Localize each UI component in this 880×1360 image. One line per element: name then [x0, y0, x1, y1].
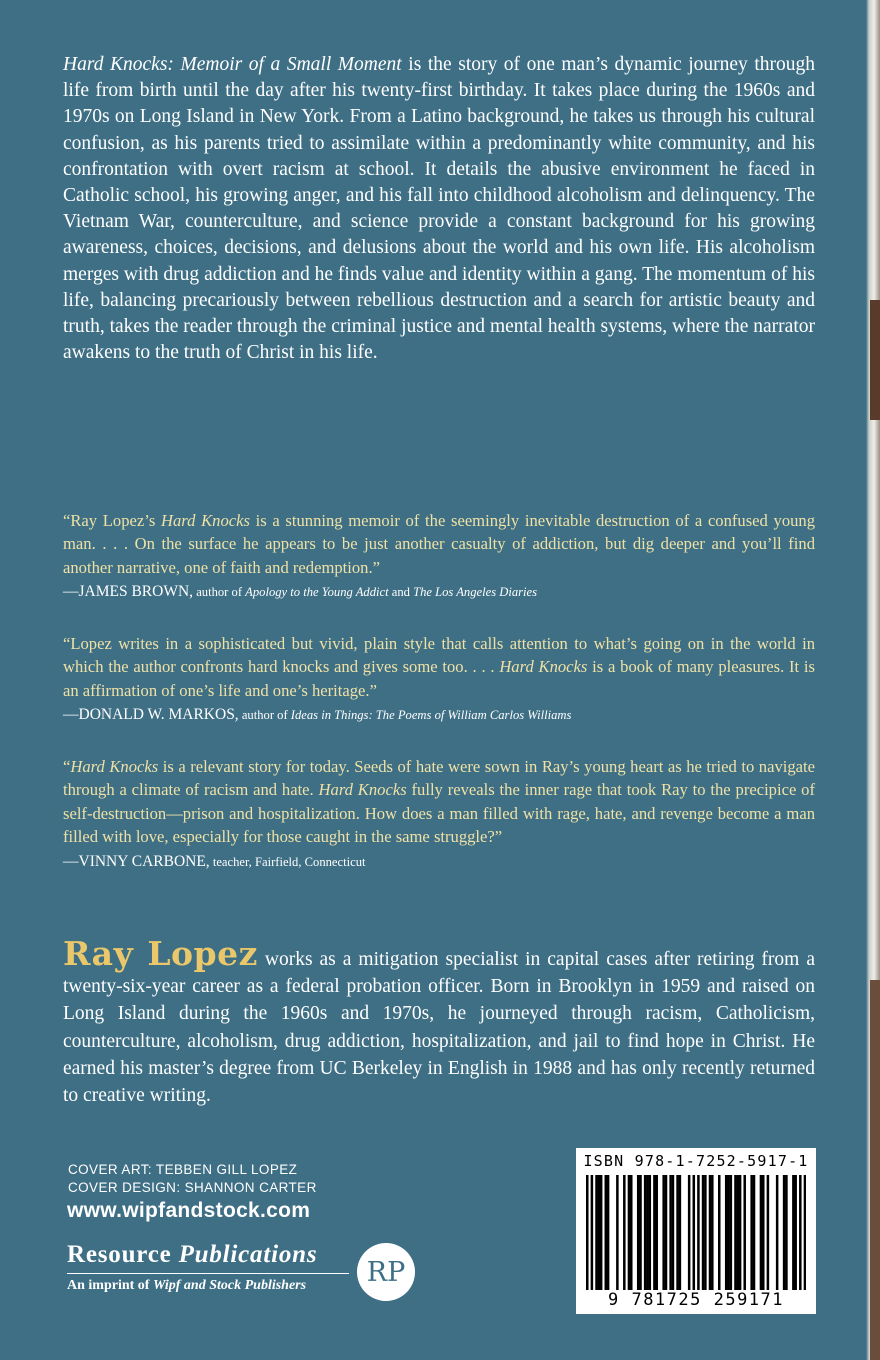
- quote-attribution: [63, 706, 571, 723]
- barcode-bar: [792, 1175, 795, 1290]
- barcode-bar: [799, 1175, 802, 1290]
- publisher-name: [67, 1241, 349, 1269]
- author-bio-text: works as a mitigation specialist in capital cases after retiring from a twenty-six-year career as a federal probation officer. Born in Brooklyn in 1959 and raised on Long Island during the 1960s and 1970s, he journeyed through racism, Catholicism, counterculture, alcoholism, drug addiction, hospitalization, and jail to find hope in Christ. He earned his master’s degree from UC Berkeley in English in 1988 and has only recently returned to creative writing.: [63, 949, 815, 1107]
- quote-text: “: [63, 757, 71, 776]
- book-blurb: [63, 52, 815, 366]
- publisher-name-italic: Publications: [178, 1241, 318, 1268]
- barcode-bar: [591, 1175, 594, 1290]
- barcode-bar: [794, 1175, 797, 1290]
- isbn-barcode: [576, 1148, 816, 1314]
- barcode-bar: [725, 1175, 728, 1290]
- publisher-name-plain: Resource: [67, 1241, 179, 1268]
- barcode-bar: [737, 1175, 740, 1290]
- barcode-bar: [646, 1175, 649, 1290]
- quote-text: “Ray Lopez’s: [63, 511, 161, 530]
- endorser-work: Ideas in Things: The Poems of William Carlos Williams: [290, 708, 572, 723]
- rp-logo: RP: [357, 1243, 415, 1301]
- endorsement-quote: [63, 632, 815, 728]
- barcode-bar: [693, 1175, 696, 1290]
- barcode-bars: [586, 1175, 806, 1290]
- barcode-bar: [727, 1175, 730, 1290]
- barcode-bar: [776, 1175, 779, 1290]
- barcode-bar: [662, 1175, 665, 1290]
- quote-book-title: Hard Knocks: [318, 780, 407, 800]
- publisher-imprint-line: [67, 1278, 349, 1294]
- barcode-bar: [704, 1175, 707, 1290]
- endorser-work: Apology to the Young Addict: [245, 585, 389, 600]
- quote-text: is a relevant story for today. Seeds of hate were sown in Ray’s young heart as he tried to navigate through a climate of racism and hate.: [63, 757, 815, 800]
- quote-book-title: Hard Knocks: [70, 757, 159, 776]
- barcode-bar: [639, 1175, 642, 1290]
- barcode-bar: [669, 1175, 672, 1290]
- barcode-bar: [697, 1175, 700, 1290]
- barcode-bar: [767, 1175, 770, 1290]
- spine-edge-shadow: [870, 300, 880, 420]
- endorser-role: author of: [238, 708, 291, 723]
- barcode-bar: [804, 1175, 806, 1290]
- quote-text: is a book of many pleasures. It is an affirmation of one’s life and one’s heritage.”: [63, 657, 816, 700]
- barcode-bar: [672, 1175, 675, 1290]
- barcode-bar: [665, 1175, 668, 1290]
- barcode-bar: [750, 1175, 753, 1290]
- barcode-bar: [623, 1175, 626, 1290]
- barcode-bar: [586, 1175, 589, 1290]
- quote-book-title: Hard Knocks: [499, 657, 588, 677]
- barcode-bar: [702, 1175, 705, 1290]
- barcode-bar: [718, 1175, 721, 1290]
- endorser-role: teacher, Fairfield, Connecticut: [209, 854, 366, 869]
- barcode-bar: [595, 1175, 598, 1290]
- author-bio: [63, 934, 815, 1109]
- barcode-bar: [785, 1175, 788, 1290]
- barcode-bar: [637, 1175, 640, 1290]
- endorser-role: author of: [193, 585, 246, 600]
- cover-design-credit: COVER DESIGN: SHANNON CARTER: [68, 1180, 317, 1195]
- quote-book-title: Hard Knocks: [160, 511, 250, 530]
- quote-text: “Lopez writes in a sophisticated but vivid, plain style that calls attention to what’s going on in the world in which the author confronts hard knocks and gives some too. . . .: [63, 634, 815, 677]
- barcode-bar: [598, 1175, 601, 1290]
- barcode-bar: [628, 1175, 631, 1290]
- barcode-bar: [644, 1175, 647, 1290]
- spine-edge-shadow: [870, 980, 880, 1360]
- imprint-publisher: Wipf and Stock Publishers: [152, 1278, 307, 1293]
- barcode-bar: [760, 1175, 763, 1290]
- barcode-bar: [762, 1175, 765, 1290]
- endorser-work: The Los Angeles Diaries: [413, 585, 538, 600]
- barcode-bar: [605, 1175, 608, 1290]
- publisher-imprint: [67, 1241, 349, 1294]
- cover-credits: [68, 1161, 317, 1197]
- publisher-divider: [67, 1273, 349, 1274]
- quote-text: fully reveals the inner rage that took Ray to the precipice of self-destruction—prison and hospitalization. How does a man filled with rage, hate, and revenge become a man filled with love, especially for those caught in the same struggle?”: [63, 780, 815, 847]
- barcode-bar: [753, 1175, 756, 1290]
- endorser-role: and: [388, 585, 414, 600]
- author-name: Ray Lopez: [63, 934, 258, 973]
- barcode-bar: [709, 1175, 712, 1290]
- barcode-bar: [730, 1175, 733, 1290]
- endorsement-quote: [63, 509, 815, 605]
- endorser-name: —VINNY CARBONE,: [63, 852, 210, 870]
- endorser-name: —JAMES BROWN,: [63, 583, 194, 601]
- barcode-bar: [616, 1175, 619, 1290]
- barcode-digits: 9 781725 259171: [607, 1290, 785, 1310]
- barcode-bar: [607, 1175, 610, 1290]
- barcode-bar: [688, 1175, 691, 1290]
- publisher-website: www.wipfandstock.com: [67, 1199, 311, 1222]
- blurb-text: is the story of one man’s dynamic journey through life from birth until the day after his twenty-first birthday. It takes place during the 1960s and 1970s on Long Island in New York. From a Latino background, he takes us through his cultural confusion, as his parents tried to assimilate within a predominantly white community, and his confrontation with overt racism at school. It details the abusive environment he faced in Catholic school, his growing anger, and his fall into childhood alcoholism and delinquency. The Vietnam War, counterculture, and science provide a constant background for his growing awareness, choices, decisions, and delusions about the world and his own life. His alcoholism merges with drug addiction and he finds value and identity within a gang. The momentum of his life, balancing precariously between rebellious destruction and a search for artistic beauty and truth, takes the reader through the criminal justice and mental health systems, where the narrator awakens to the truth of Christ in his life.: [63, 54, 815, 364]
- quote-text: is a stunning memoir of the seemingly inevitable destruction of a confused young man. . . . On the surface he appears to be just another casualty of addiction, but dig deeper and you’ll find another narrative, one of faith and redemption.”: [63, 511, 816, 577]
- blurb-book-title: Hard Knocks: Memoir of a Small Moment: [63, 54, 402, 75]
- barcode-bar: [734, 1175, 737, 1290]
- isbn-label: ISBN 978-1-7252-5917-1: [583, 1152, 809, 1170]
- barcode-bar: [630, 1175, 633, 1290]
- endorser-name: —DONALD W. MARKOS,: [63, 706, 239, 724]
- barcode-bar: [655, 1175, 658, 1290]
- imprint-text: An imprint of: [67, 1278, 153, 1293]
- barcode-bar: [743, 1175, 746, 1290]
- barcode-bar: [739, 1175, 742, 1290]
- quote-attribution: [63, 853, 366, 870]
- cover-art-credit: COVER ART: TEBBEN GILL LOPEZ: [68, 1162, 298, 1177]
- barcode-bar: [783, 1175, 786, 1290]
- barcode-bar: [649, 1175, 652, 1290]
- endorsement-quote: [63, 755, 815, 874]
- quote-attribution: [63, 583, 537, 600]
- barcode-bar: [600, 1175, 603, 1290]
- barcode-bar: [676, 1175, 679, 1290]
- barcode-bar: [711, 1175, 714, 1290]
- barcode-bar: [679, 1175, 682, 1290]
- barcode-bar: [653, 1175, 656, 1290]
- spine-edge: [866, 0, 880, 1360]
